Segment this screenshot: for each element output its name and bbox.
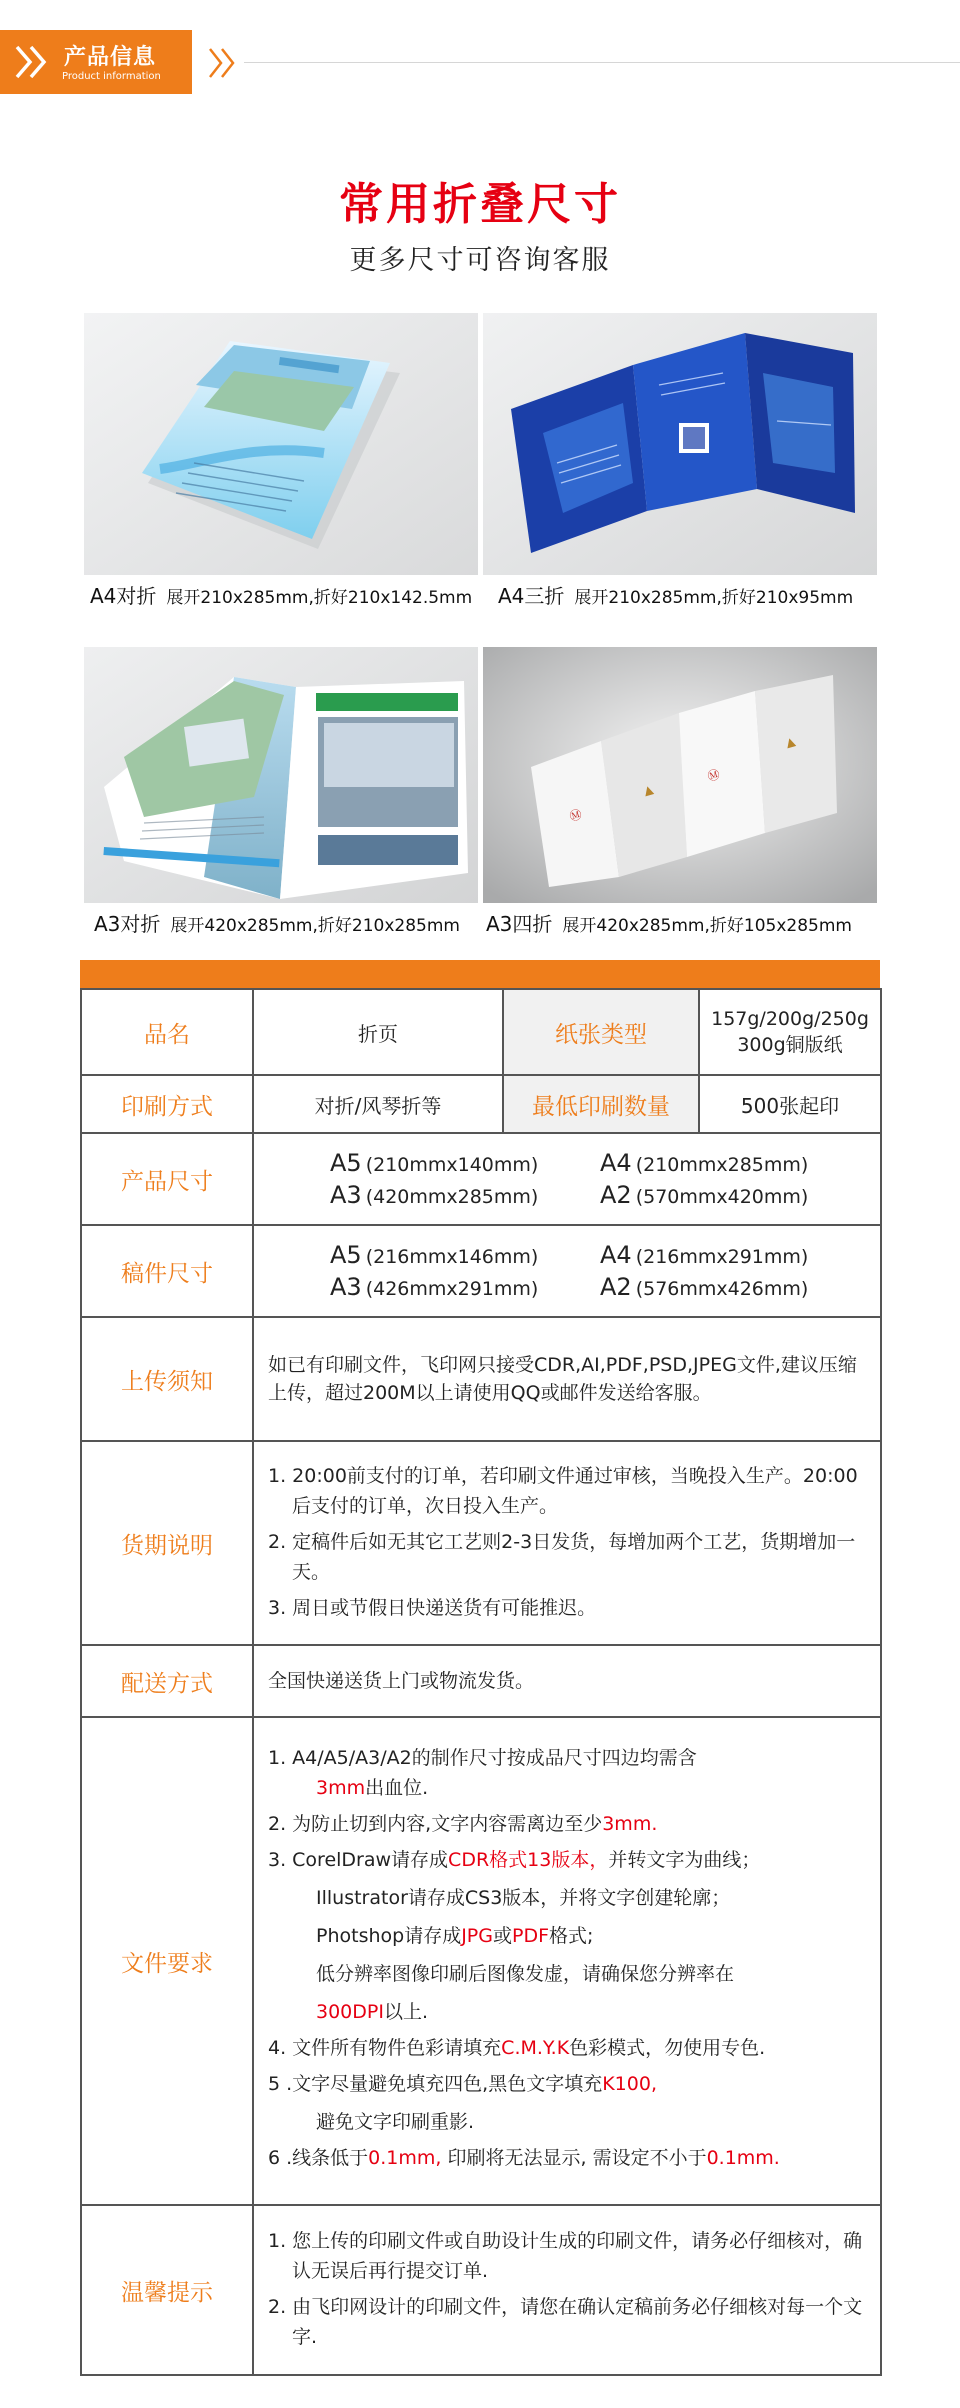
product-image-a3-fourfold	[483, 647, 877, 903]
product-caption	[486, 908, 852, 937]
paper-stock: 300g铜版纸	[737, 1034, 843, 1056]
section-title: 产品信息	[64, 45, 157, 70]
product-spec: 展开420x285mm,折好210x285mm	[170, 916, 460, 936]
table-row	[81, 1717, 881, 2205]
table-row	[81, 1441, 881, 1645]
paper-weights: 157g/200g/250g	[711, 1008, 869, 1030]
section-header	[0, 30, 960, 94]
table-row	[81, 1225, 881, 1317]
size-item: A4 (216mmx291mm)	[600, 1241, 809, 1269]
double-chevron-right-icon	[14, 43, 50, 81]
table-row	[81, 1317, 881, 1441]
product-spec: 展开210x285mm,折好210x95mm	[574, 588, 854, 608]
paper-type-value	[699, 989, 881, 1075]
product-spec: 展开420x285mm,折好105x285mm	[562, 916, 852, 936]
list-item: 2. 定稿件后如无其它工艺则2-3日发货，每增加两个工艺，货期增加一天。	[268, 1531, 856, 1583]
size-item: A4 (210mmx285mm)	[600, 1149, 809, 1177]
product-size-list	[253, 1133, 881, 1225]
row-label: 货期说明	[81, 1441, 253, 1645]
shipping-method: 全国快递送货上门或物流发货。	[253, 1645, 881, 1717]
file-requirements-list	[253, 1717, 881, 2205]
row-label: 印刷方式	[81, 1075, 253, 1133]
spec-table	[80, 988, 882, 2376]
product-caption	[94, 908, 460, 937]
size-item: A3 (420mmx285mm)	[330, 1181, 539, 1209]
product-name: A4三折	[498, 584, 565, 608]
size-item: A3 (426mmx291mm)	[330, 1273, 539, 1301]
table-header-bar	[80, 960, 880, 988]
product-name: A3四折	[486, 912, 553, 936]
row-label: 纸张类型	[503, 989, 699, 1075]
list-item: 2. 由飞印网设计的印刷文件，请您在确认定稿前务必仔细核对每一个文字.	[268, 2296, 863, 2348]
table-row	[81, 2205, 881, 2375]
list-item: 1. 20:00前支付的订单，若印刷文件通过审核，当晚投入生产。20:00后支付的订单，次日投入生产。	[268, 1465, 858, 1517]
product-name: A4对折	[90, 584, 157, 608]
product-caption	[498, 580, 853, 609]
svg-text:Ⓜ: Ⓜ	[567, 807, 584, 824]
product-image-a4-trifold	[483, 313, 877, 575]
list-item: 3. 周日或节假日快递送货有可能推迟。	[268, 1597, 597, 1619]
row-label: 最低印刷数量	[503, 1075, 699, 1133]
divider	[244, 62, 960, 63]
list-item: 5 .文字尽量避免填充四色,黑色文字填充K100, 避免文字印刷重影.	[268, 2073, 657, 2133]
list-item: 1. A4/A5/A3/A2的制作尺寸按成品尺寸四边均需含 3mm出血位.	[268, 1747, 697, 1799]
tips-list	[253, 2205, 881, 2375]
row-label: 上传须知	[81, 1317, 253, 1441]
product-spec: 展开210x285mm,折好210x142.5mm	[166, 588, 473, 608]
row-value: 对折/风琴折等	[253, 1075, 503, 1133]
list-item: 1. 您上传的印刷文件或自助设计生成的印刷文件，请务必仔细核对，确认无误后再行提交订单.	[268, 2230, 863, 2282]
row-label: 配送方式	[81, 1645, 253, 1717]
size-item: A2 (576mmx426mm)	[600, 1273, 809, 1301]
list-item: 6 .线条低于0.1mm, 印刷将无法显示, 需设定不小于0.1mm.	[268, 2147, 780, 2169]
row-label: 文件要求	[81, 1717, 253, 2205]
product-image-a4-bifold	[84, 313, 478, 575]
product-image-a3-bifold	[84, 647, 478, 903]
svg-text:Ⓜ: Ⓜ	[705, 767, 722, 784]
row-label: 稿件尺寸	[81, 1225, 253, 1317]
draft-size-list	[253, 1225, 881, 1317]
size-item: A5 (210mmx140mm)	[330, 1149, 539, 1177]
page-title: 常用折叠尺寸	[339, 179, 621, 230]
double-chevron-right-icon	[208, 46, 238, 80]
table-row	[81, 1075, 881, 1133]
product-caption	[90, 580, 472, 609]
row-label: 产品尺寸	[81, 1133, 253, 1225]
section-header-tab	[0, 30, 192, 94]
svg-text:▲: ▲	[783, 733, 797, 750]
size-item: A2 (570mmx420mm)	[600, 1181, 809, 1209]
delivery-time-list	[253, 1441, 881, 1645]
list-item: 4. 文件所有物件色彩请填充C.M.Y.K色彩模式，勿使用专色.	[268, 2037, 766, 2059]
row-value: 折页	[253, 989, 503, 1075]
upload-notice: 如已有印刷文件，飞印网只接受CDR,AI,PDF,PSD,JPEG文件,建议压缩上传，超过200M以上请使用QQ或邮件发送给客服。	[253, 1317, 881, 1441]
row-label: 温馨提示	[81, 2205, 253, 2375]
size-item: A5 (216mmx146mm)	[330, 1241, 539, 1269]
table-row	[81, 1133, 881, 1225]
list-item: 2. 为防止切到内容,文字内容需离边至少3mm.	[268, 1813, 658, 1835]
product-name: A3对折	[94, 912, 161, 936]
row-label: 品名	[81, 989, 253, 1075]
list-item: 3. CorelDraw请存成CDR格式13版本，并转文字为曲线； Illustrator请存成CS3版本，并将文字创建轮廓； Photshop请存成JPG或PDF格式; 低分辨率图像印刷后图像发虚，请确保您分辨率在 300DPI以上.	[268, 1849, 761, 2023]
page-subtitle: 更多尺寸可咨询客服	[349, 245, 611, 276]
svg-text:▲: ▲	[641, 781, 655, 798]
section-subtitle: Product information	[62, 71, 161, 82]
table-row	[81, 989, 881, 1075]
row-value: 500张起印	[699, 1075, 881, 1133]
table-row	[81, 1645, 881, 1717]
